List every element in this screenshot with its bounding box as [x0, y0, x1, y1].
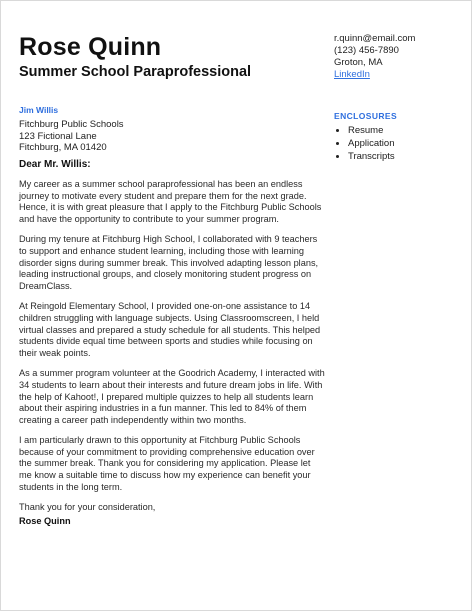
- letter-paragraph: My career as a summer school paraprofessional has been an endless journey to motivate every student and prepare them for the next grade. Hence, it is with great pleasure that I apply to the Fitchburg Public Schools and have the opportunity to contribute to your summer program.: [19, 179, 322, 224]
- contact-info: [334, 33, 415, 81]
- recipient-organization: Fitchburg Public Schools: [19, 119, 124, 130]
- enclosure-label: Application: [348, 138, 395, 149]
- salutation: Dear Mr. Willis:: [19, 159, 91, 170]
- enclosures-section: [334, 111, 397, 163]
- enclosures-heading: ENCLOSURES: [334, 111, 398, 121]
- signature: Rose Quinn: [19, 515, 71, 526]
- letter-paragraph: During my tenure at Fitchburg High School, I collaborated with 9 teachers to support and enhance student learning, including those with learning disorder signs during summer break. This involved adapting lesson plans, leading instructional groups, and closely monitoring student progress on DreamClass.: [19, 234, 319, 291]
- enclosure-label: Resume: [348, 125, 384, 136]
- letter-body: [19, 179, 325, 527]
- bullet-icon: [336, 155, 339, 158]
- letter-paragraph: I am particularly drawn to this opportunity at Fitchburg Public Schools because of your commitment to providing comprehensive education over the summer break. Thank you for considering my application. Please let me know a suitable time to discuss how my experience can benefit your students in the long term.: [19, 435, 315, 492]
- contact-location: Groton, MA: [334, 57, 383, 68]
- list-item: [334, 137, 397, 150]
- recipient-city: Fitchburg, MA 01420: [19, 142, 107, 153]
- contact-phone: (123) 456-7890: [334, 45, 399, 56]
- applicant-name: Rose Quinn: [19, 33, 162, 61]
- enclosure-label: Transcripts: [348, 151, 395, 162]
- job-title: Summer School Paraprofessional: [19, 64, 252, 80]
- contact-email: r.quinn@email.com: [334, 33, 416, 44]
- linkedin-link[interactable]: LinkedIn: [334, 69, 370, 80]
- list-item: [334, 150, 397, 163]
- letter-paragraph: At Reingold Elementary School, I provided one-on-one assistance to 14 children struggling with language subjects. Using Classroomscreen, I held virtual classes and prepared a study schedule for all students. This helped students divide equal time between sports and studies while focusing on their weak points.: [19, 301, 321, 358]
- list-item: [334, 124, 397, 137]
- recipient-address: [19, 119, 124, 154]
- bullet-icon: [336, 142, 339, 145]
- enclosures-list: [334, 124, 397, 163]
- letter-closing: Thank you for your consideration,: [19, 502, 156, 513]
- letter-paragraph: As a summer program volunteer at the Goodrich Academy, I interacted with 34 students to learn about their interests and future dream jobs in life. With the help of Kahoot!, I prepared multiple quizzes to help all students learn about their aspiring industries in a fun manner. This led to 84% of them creating a career path independently within two months.: [19, 368, 325, 425]
- recipient-street: 123 Fictional Lane: [19, 130, 97, 142]
- bullet-icon: [336, 129, 339, 132]
- recipient-name: Jim Willis: [19, 105, 59, 115]
